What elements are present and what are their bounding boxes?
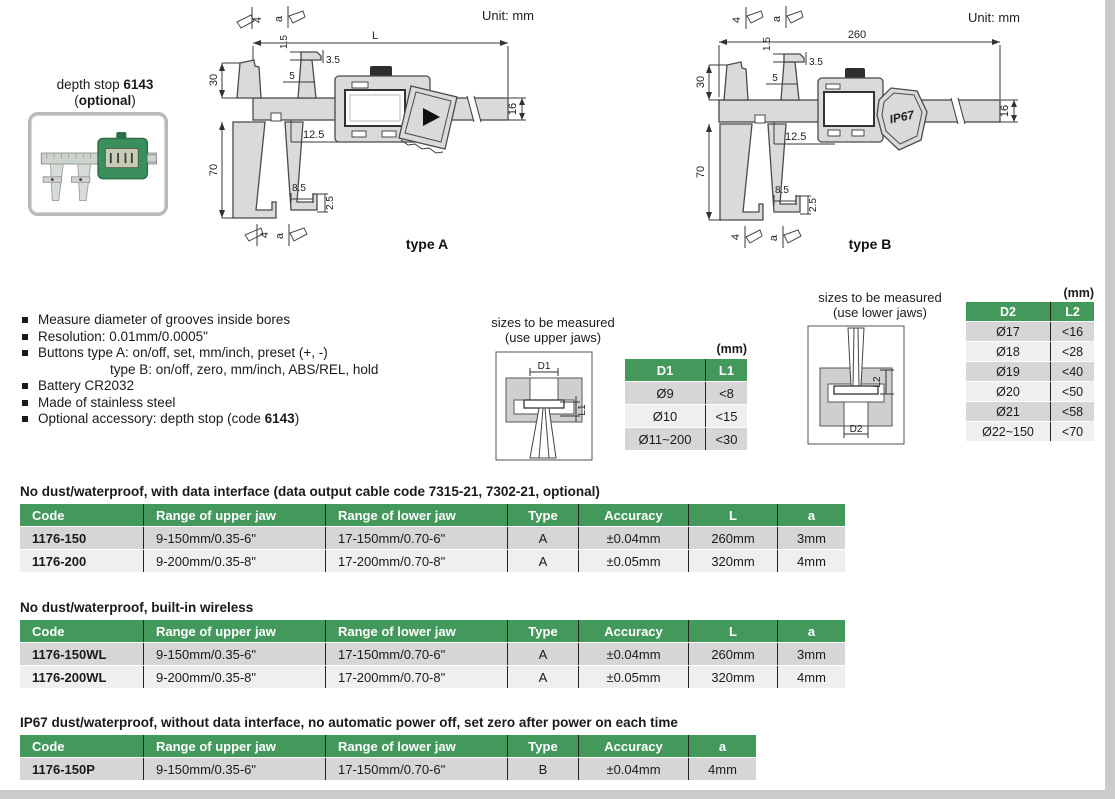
bullet-square-icon — [22, 334, 28, 340]
feature-text: Measure diameter of grooves inside bores — [38, 312, 291, 327]
feature-item — [22, 312, 472, 329]
col-header-L: L — [688, 504, 777, 526]
col-header-code: Code — [20, 735, 143, 757]
display-unit — [335, 66, 457, 153]
fixed-lower-jaw — [720, 124, 763, 220]
dim-1-5: 1.5 — [762, 37, 773, 51]
dim-70-group — [208, 122, 235, 218]
cell-L: 320mm — [688, 550, 777, 572]
feature-item — [22, 345, 472, 378]
table-row — [20, 666, 845, 688]
spec-table-3 — [20, 734, 756, 781]
blade-section-bottom-4-icon — [245, 224, 271, 246]
table-row — [20, 550, 845, 572]
dim-70: 70 — [208, 163, 220, 177]
table-row — [966, 402, 1094, 421]
dim-12-5: 12.5 — [785, 131, 807, 143]
d2-note-line1: sizes to be measured — [818, 290, 942, 305]
cell-accuracy: ±0.05mm — [578, 666, 688, 688]
dim-260: 260 — [847, 29, 867, 41]
dim-a-top: a — [273, 15, 285, 23]
dim-4-bot: 4 — [259, 231, 271, 239]
dim-2-5: 2.5 — [808, 198, 819, 212]
dim-5: 5 — [289, 71, 295, 82]
d1-col-header: D1 — [625, 359, 705, 381]
dim-L: L — [371, 30, 379, 42]
col-header-type: Type — [507, 504, 578, 526]
col-header-type: Type — [507, 620, 578, 642]
col-header-upper-jaw: Range of upper jaw — [143, 620, 325, 642]
cell-code: 1176-150WL — [20, 643, 143, 665]
d2-cell: Ø22~150 — [966, 422, 1050, 441]
dim-70: 70 — [695, 165, 707, 179]
d2-depth-label: L2 — [872, 376, 883, 388]
dim-30-group — [695, 65, 727, 100]
cell-a: 3mm — [777, 527, 845, 549]
button-left — [828, 130, 840, 136]
dim-5: 5 — [772, 73, 778, 84]
cell-L: 260mm — [688, 643, 777, 665]
d1-note-line2: (use upper jaws) — [504, 329, 602, 345]
blade-section-top-4-icon — [237, 7, 264, 29]
d2-dim-label: D2 — [849, 424, 863, 435]
cell-type: A — [507, 550, 578, 572]
cell-type: A — [507, 666, 578, 688]
table-row — [966, 362, 1094, 381]
cell-type: A — [507, 527, 578, 549]
dim-30: 30 — [695, 75, 707, 89]
cell-type: B — [507, 758, 578, 780]
cell-upper-jaw: 9-150mm/0.35-6" — [143, 527, 325, 549]
depth-stop-photo — [28, 112, 168, 216]
feature-item — [22, 411, 472, 428]
feature-text: Buttons type A: on/off, set, mm/inch, preset (+, -) — [38, 345, 328, 360]
table-row — [966, 342, 1094, 361]
cell-code: 1176-200 — [20, 550, 143, 572]
paren-open: ( — [74, 93, 79, 108]
depth-stop-caliper-image — [34, 118, 162, 210]
cell-upper-jaw: 9-200mm/0.35-8" — [143, 550, 325, 572]
feature-text: Battery CR2032 — [38, 378, 135, 393]
type-a-drawing — [195, 0, 700, 255]
d1-cell: <15 — [705, 405, 747, 427]
dim-a-top: a — [771, 15, 783, 23]
dim-30-group — [208, 63, 240, 98]
col-header-type: Type — [507, 735, 578, 757]
feature-text: Optional accessory: depth stop (code — [38, 411, 265, 426]
d1-cell: Ø11~200 — [625, 428, 705, 450]
type-b-drawing — [695, 0, 1025, 255]
d2-cell: <40 — [1050, 362, 1094, 381]
d2-jaw-blades — [848, 328, 864, 386]
d1-col-header: L1 — [705, 359, 747, 381]
d1-cell: <30 — [705, 428, 747, 450]
dim-16: 16 — [507, 102, 519, 116]
cell-upper-jaw: 9-150mm/0.35-6" — [143, 758, 325, 780]
unit-label-left: Unit: mm — [482, 8, 534, 23]
photo-screw-right — [79, 178, 82, 181]
feature-text-continuation: type B: on/off, zero, mm/inch, ABS/REL, hold — [110, 361, 379, 377]
page-edge-bottom — [0, 790, 1115, 799]
cell-L: 320mm — [688, 666, 777, 688]
feature-item — [22, 329, 472, 346]
col-header-lower-jaw: Range of lower jaw — [325, 620, 507, 642]
ip67-badge: IP67 — [888, 107, 916, 127]
unit-label-right: Unit: mm — [968, 10, 1020, 25]
fixed-upper-jaw — [237, 60, 261, 98]
d2-cell: <70 — [1050, 422, 1094, 441]
dim-30: 30 — [208, 73, 220, 87]
d1-jaw-tips — [524, 400, 564, 408]
fixed-lower-jaw — [233, 122, 276, 218]
bullet-square-icon — [22, 383, 28, 389]
cell-lower-jaw: 17-200mm/0.70-8" — [325, 666, 507, 688]
cell-lower-jaw: 17-150mm/0.70-6" — [325, 643, 507, 665]
d1-table — [625, 358, 747, 451]
dim-16-group — [999, 100, 1018, 122]
spec-section-3-title: IP67 dust/waterproof, without data interface, no automatic power off, set zero after power on each time — [20, 715, 678, 730]
table-row — [625, 382, 747, 404]
moving-upper-jaw — [781, 62, 799, 100]
dim-8-5: 8.5 — [775, 185, 789, 196]
cell-a: 4mm — [688, 758, 756, 780]
spec-table-1 — [20, 503, 845, 573]
photo-screw-left — [51, 178, 54, 181]
button-left — [352, 131, 366, 137]
moving-upper-jaw-tip — [301, 52, 321, 60]
lcd — [824, 92, 874, 126]
d1-dim-label: D1 — [537, 361, 551, 372]
table-row — [625, 428, 747, 450]
col-header-a: a — [688, 735, 756, 757]
d2-cell: <50 — [1050, 382, 1094, 401]
display-unit — [818, 68, 927, 150]
spec-section-2-title: No dust/waterproof, built-in wireless — [20, 600, 254, 615]
cell-accuracy: ±0.04mm — [578, 643, 688, 665]
blade-section-top-a-icon — [771, 6, 803, 28]
depth-stop-code: 6143 — [123, 77, 154, 92]
dim-3-5: 3.5 — [809, 57, 823, 68]
dim-12-5: 12.5 — [303, 129, 325, 141]
display-slot — [826, 84, 840, 89]
dim-1-5: 1.5 — [279, 35, 290, 49]
feature-text: ) — [294, 411, 300, 426]
feature-text: Resolution: 0.01mm/0.0005" — [38, 328, 208, 344]
moving-upper-jaw — [298, 60, 316, 98]
d2-note — [795, 291, 965, 320]
table-row — [20, 643, 845, 665]
blade-section-bottom-4-icon — [730, 226, 762, 248]
feature-item — [22, 378, 472, 395]
dim-16-group — [507, 98, 526, 120]
col-header-accuracy: Accuracy — [578, 735, 688, 757]
bullet-square-icon — [22, 350, 28, 356]
col-header-lower-jaw: Range of lower jaw — [325, 735, 507, 757]
paren-close: ) — [131, 93, 136, 108]
dim-70-group — [695, 124, 722, 220]
col-header-lower-jaw: Range of lower jaw — [325, 504, 507, 526]
cell-accuracy: ±0.04mm — [578, 758, 688, 780]
col-header-code: Code — [20, 620, 143, 642]
depth-stop-caption — [20, 77, 190, 109]
photo-beam-end — [147, 155, 156, 162]
cell-code: 1176-150P — [20, 758, 143, 780]
header-row — [20, 620, 845, 642]
col-header-L: L — [688, 620, 777, 642]
table-row — [20, 758, 756, 780]
col-header-upper-jaw: Range of upper jaw — [143, 504, 325, 526]
cell-lower-jaw: 17-200mm/0.70-8" — [325, 550, 507, 572]
d2-cell: Ø21 — [966, 402, 1050, 421]
lcd-inner — [350, 95, 400, 121]
bullet-square-icon — [22, 400, 28, 406]
blade-section-top-4-icon — [731, 7, 763, 29]
d2-col-header: L2 — [1050, 302, 1094, 321]
cell-type: A — [507, 643, 578, 665]
page-edge-right — [1105, 0, 1115, 799]
table-row — [625, 405, 747, 427]
dim-3-5: 3.5 — [326, 55, 340, 66]
cell-accuracy: ±0.04mm — [578, 527, 688, 549]
dim-a-bot: a — [768, 234, 780, 242]
d2-cell: <16 — [1050, 322, 1094, 341]
d2-cell: Ø20 — [966, 382, 1050, 401]
cell-a: 4mm — [777, 550, 845, 572]
dim-2-5: 2.5 — [325, 196, 336, 210]
d1-note-line1: sizes to be measured — [491, 315, 615, 330]
depth-stop-optional: optional — [78, 93, 132, 108]
type-b-label: type B — [848, 236, 892, 252]
d2-cell: Ø17 — [966, 322, 1050, 341]
button-right — [382, 131, 396, 137]
d1-cell: Ø10 — [625, 405, 705, 427]
d1-depth-label: L1 — [577, 404, 588, 416]
cell-lower-jaw: 17-150mm/0.70-6" — [325, 527, 507, 549]
cell-code: 1176-200WL — [20, 666, 143, 688]
moving-upper-jaw-tip — [784, 54, 804, 62]
d2-table — [966, 301, 1094, 442]
d2-diagram — [806, 324, 906, 446]
d1-diagram — [494, 350, 594, 462]
dim-4-top: 4 — [731, 16, 743, 24]
header-row — [20, 735, 756, 757]
button-right — [852, 130, 864, 136]
blade-section-bottom-a-icon — [768, 226, 801, 248]
spec-section-1-title: No dust/waterproof, with data interface (data output cable code 7315-21, 7302-21, optional) — [20, 484, 600, 499]
cell-a: 3mm — [777, 643, 845, 665]
feature-item — [22, 395, 472, 412]
bullet-square-icon — [22, 317, 28, 323]
cell-upper-jaw: 9-200mm/0.35-8" — [143, 666, 325, 688]
col-header-a: a — [777, 620, 845, 642]
fixed-upper-jaw — [724, 62, 748, 100]
type-a-label: type A — [405, 236, 449, 252]
dim-4-bot: 4 — [730, 233, 742, 241]
bullet-square-icon — [22, 416, 28, 422]
beam-notch — [271, 113, 281, 121]
d2-groove — [844, 402, 868, 426]
cell-a: 4mm — [777, 666, 845, 688]
header-row — [20, 504, 845, 526]
d1-unit-label: (mm) — [716, 342, 747, 356]
features-list — [22, 312, 472, 428]
d1-cell: Ø9 — [625, 382, 705, 404]
table-row — [966, 382, 1094, 401]
cell-accuracy: ±0.05mm — [578, 550, 688, 572]
d1-cell: <8 — [705, 382, 747, 404]
d2-unit-label: (mm) — [1063, 286, 1094, 300]
display-slot — [352, 82, 368, 88]
cell-L: 260mm — [688, 527, 777, 549]
feature-text: Made of stainless steel — [38, 394, 176, 410]
cell-upper-jaw: 9-150mm/0.35-6" — [143, 643, 325, 665]
d2-cell: Ø18 — [966, 342, 1050, 361]
d1-note — [468, 316, 638, 345]
cell-lower-jaw: 17-150mm/0.70-6" — [325, 758, 507, 780]
blade-section-top-a-icon — [273, 6, 305, 28]
spec-table-2 — [20, 619, 845, 689]
d2-cell: <28 — [1050, 342, 1094, 361]
d2-cell: <58 — [1050, 402, 1094, 421]
dim-a-bot: a — [274, 232, 286, 240]
table-row — [20, 527, 845, 549]
cell-code: 1176-150 — [20, 527, 143, 549]
col-header-accuracy: Accuracy — [578, 620, 688, 642]
col-header-code: Code — [20, 504, 143, 526]
d2-note-line2: (use lower jaws) — [833, 304, 927, 320]
dim-16: 16 — [999, 104, 1011, 118]
d1-groove — [530, 378, 558, 400]
feature-code: 6143 — [264, 411, 295, 426]
d2-cell: Ø19 — [966, 362, 1050, 381]
blade-section-bottom-a-icon — [274, 224, 307, 246]
table-row — [966, 322, 1094, 341]
col-header-accuracy: Accuracy — [578, 504, 688, 526]
dim-4-top: 4 — [252, 16, 264, 24]
d2-col-header: D2 — [966, 302, 1050, 321]
col-header-a: a — [777, 504, 845, 526]
depth-stop-text: depth stop — [56, 77, 124, 92]
table-row — [966, 422, 1094, 441]
beam-notch — [755, 115, 765, 123]
dim-8-5: 8.5 — [292, 183, 306, 194]
col-header-upper-jaw: Range of upper jaw — [143, 735, 325, 757]
